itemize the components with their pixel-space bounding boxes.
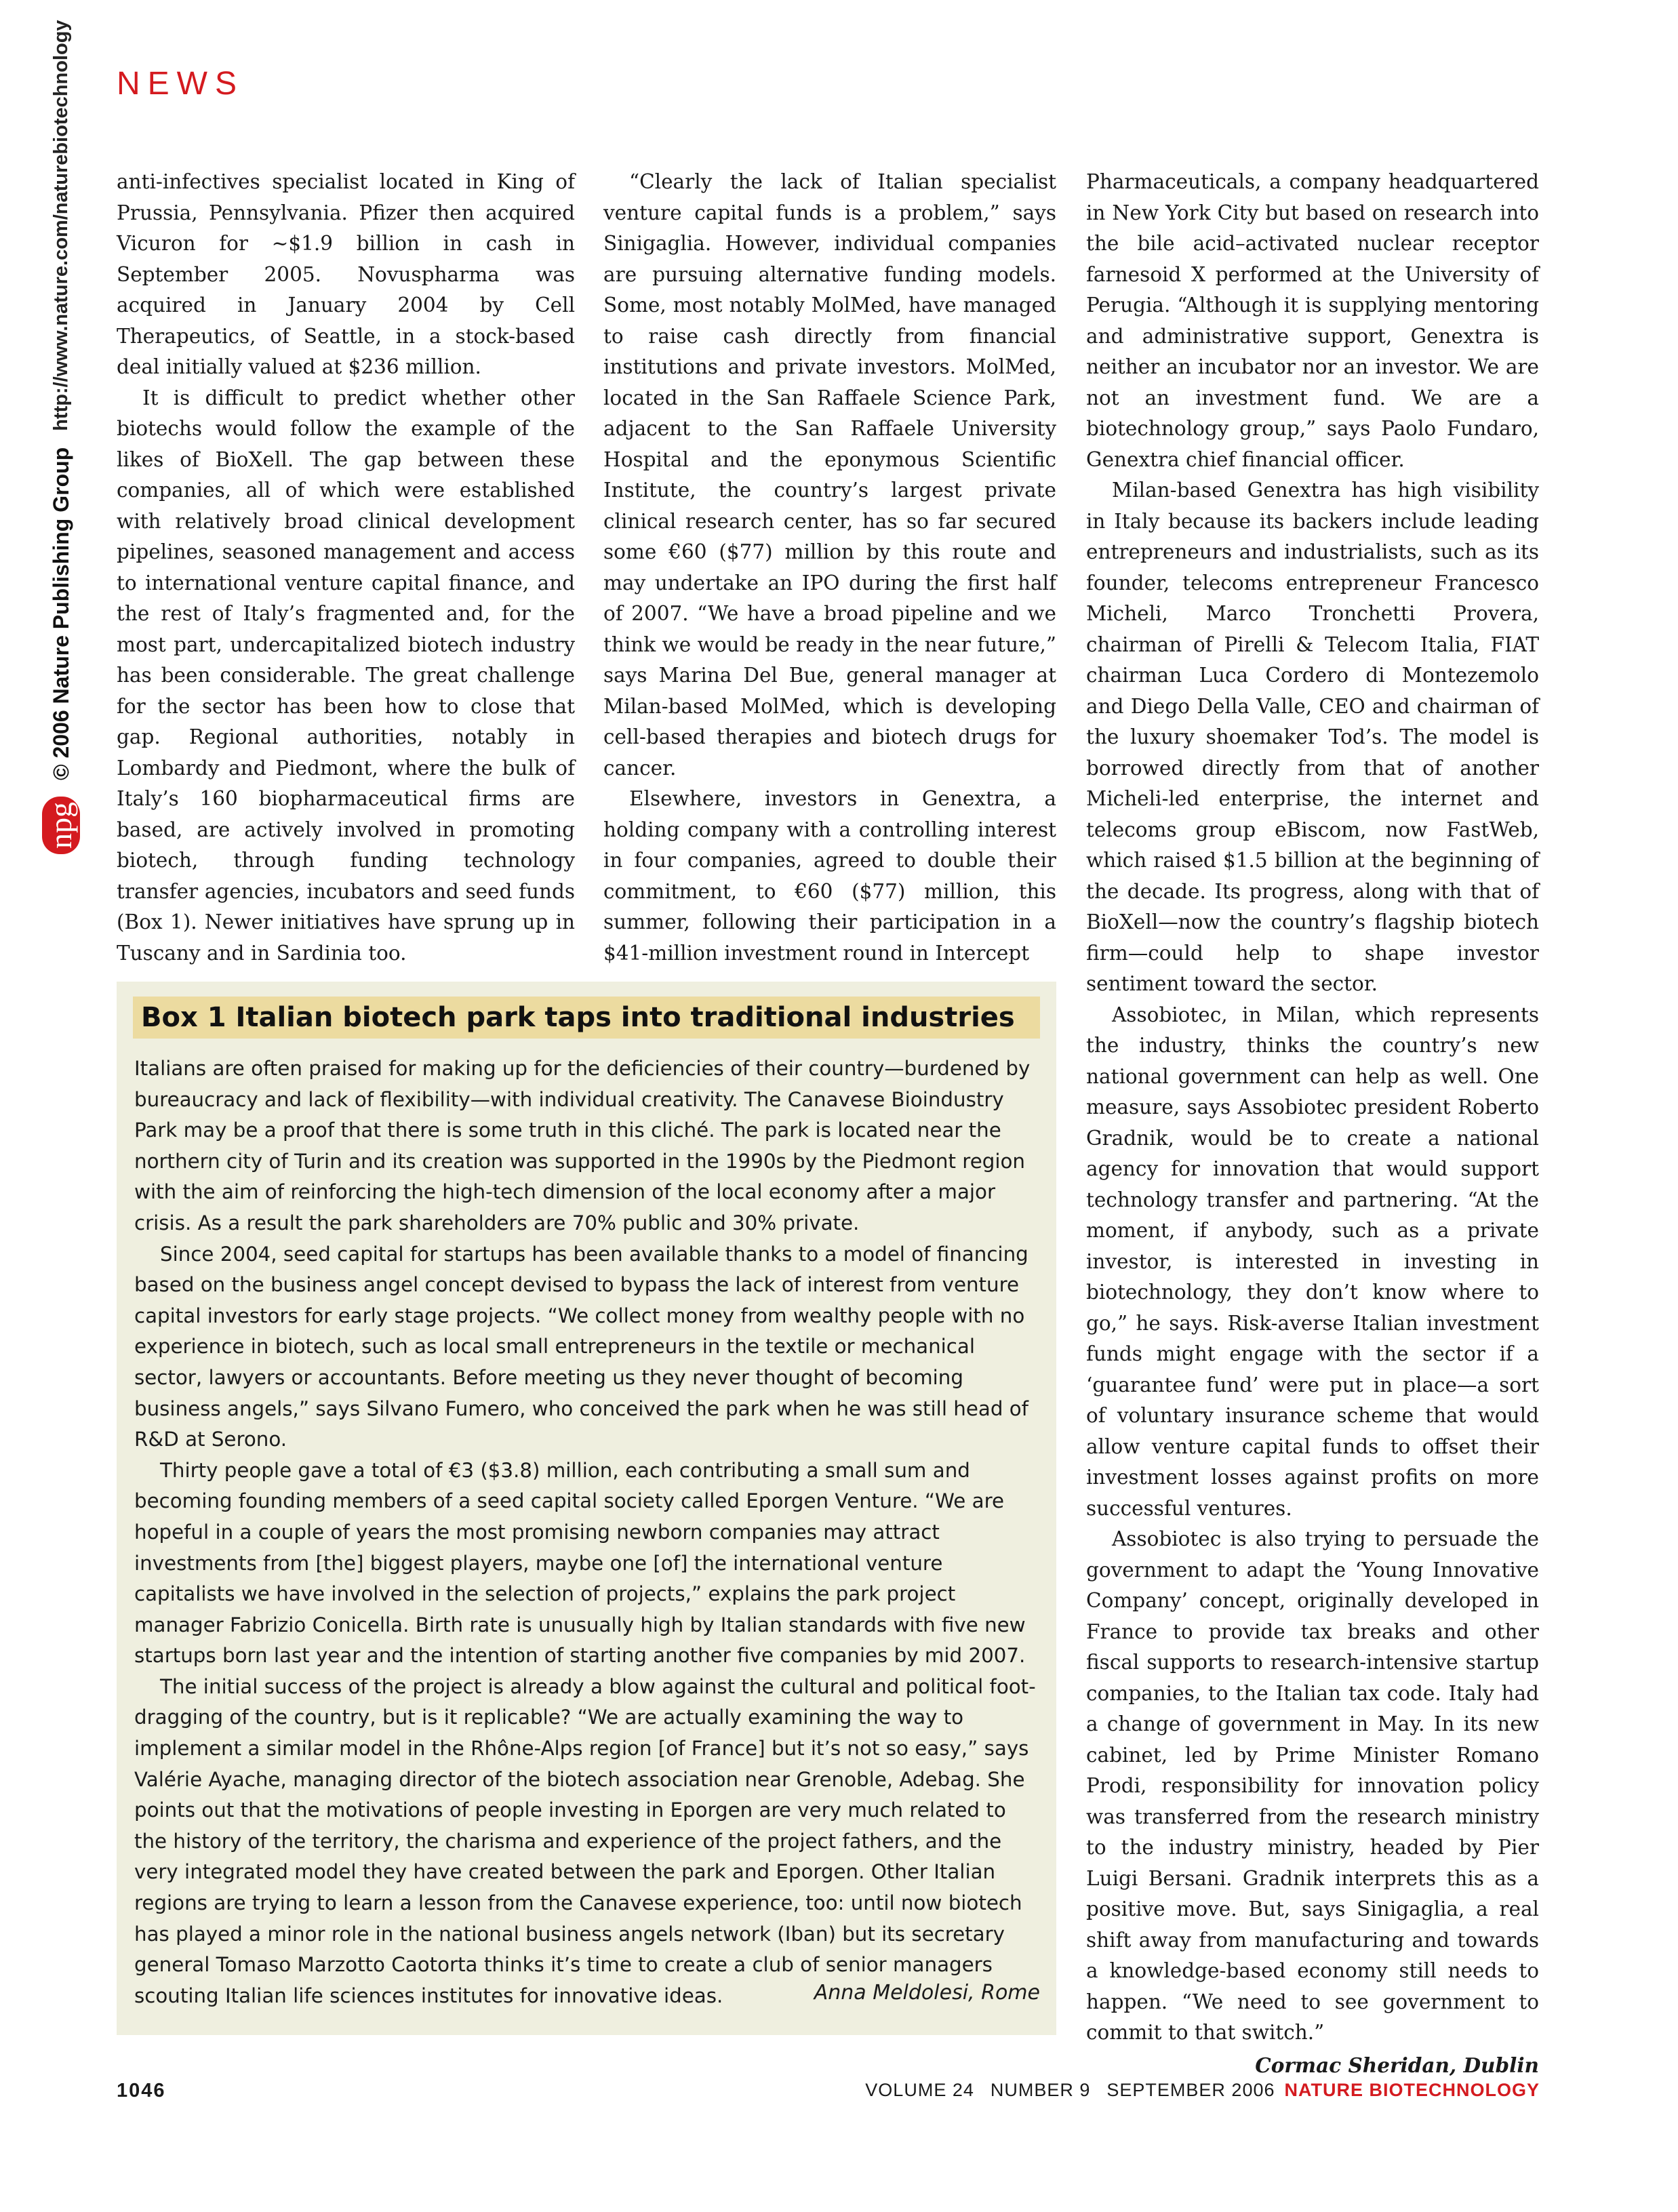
box-paragraph: Italians are often praised for making up for the deficiencies of their country—burdened by bureaucracy and lack of flexibility—with individual creativity. The Canavese Bioindustry Park may be a proof that there is some truth in this cliché. The park is located near the northern city of Turin and its creation was supported in the 1990s by the Piedmont region with the aim of reinforcing the high-tech dimension of the local economy after a major crisis. As a result the park shareholders are 70% public and 30% private. <box>134 1057 1031 1234</box>
issue-number-label: NUMBER 9 <box>990 2080 1091 2100</box>
npg-logo: npg <box>42 797 80 854</box>
paragraph: Assobiotec is also trying to persuade the government to adapt the ‘Young Innovative Company’ concept, originally developed in France to provide tax breaks and other fiscal supports to research-intensive startup companies, to the Italian tax code. Italy had a change of government in May. In its new cabinet, led by Prime Minister Romano Prodi, responsibility for innovation policy was transferred from the research ministry to the industry ministry, headed by Pier Luigi Bersani. Gradnik interprets this as a positive move. But, says Sinigaglia, a real shift away from manufacturing and towards a knowledge-based economy still needs to happen. “We need to see government to commit to that switch.” <box>1086 1527 1539 2044</box>
box-byline: Anna Meldolesi, Rome <box>814 1981 1040 2005</box>
paragraph: Pharmaceuticals, a company headquartered in New York City but based on research into the bile acid–activated nuclear receptor farnesoid X performed at the University of Perugia. “Although it is supplying mentoring and administrative support, Genextra is neither an incubator nor an investor. We are not an investment fund. We are a biotechnology group,” says Paolo Fundaro, Genextra chief financial officer. <box>1086 170 1539 471</box>
sidebar-box <box>117 982 1056 2035</box>
side-credit <box>41 0 81 854</box>
paragraph: Milan-based Genextra has high visibility in Italy because its backers include leading entrepreneurs and industrialists, such as its founder, telecoms entrepreneur Francesco Micheli, Marco Tronchetti Provera, chairman of Pirelli & Telecom Italia, FIAT chairman Luca Cordero di Montezemolo and Diego Della Valle, CEO and chairman of the luxury shoemaker Tod’s. The model is borrowed directly from that of another Micheli-led enterprise, the internet and telecoms group eBiscom, now FastWeb, which raised $1.5 billion at the beginning of the decade. Its progress, along with that of BioXell—now the country’s flagship biotech firm—could help to shape investor sentiment toward the sector. <box>1086 479 1539 995</box>
paragraph: anti-infectives specialist located in King of Prussia, Pennsylvania. Pfizer then acquired Vicuron for ~$1.9 billion in cash in September 2005. Novuspharma was acquired in January 2004 by Cell Therapeutics, of Seattle, in a stock-based deal initially valued at $236 million. <box>117 170 575 378</box>
paragraph: It is difficult to predict whether other biotechs would follow the example of the likes of BioXell. The gap between these companies, all of which were established with relatively broad clinical development pipelines, seasoned management and access to international venture capital finance, and the rest of Italy’s fragmented and, for the most part, undercapitalized biotech industry has been considerable. The great challenge for the sector has been how to close that gap. Regional authorities, notably in Lombardy and Piedmont, where the bulk of Italy’s 160 biopharmaceutical firms are based, are actively involved in promoting biotech, through funding technology transfer agencies, incubators and seed funds (Box 1). Newer initiatives have sprung up in Tuscany and in Sardinia too. <box>117 386 575 965</box>
section-label: NEWS <box>117 66 244 102</box>
box-body <box>134 1053 1040 2011</box>
journal-url[interactable]: http://www.nature.com/naturebiotechnology <box>49 20 72 431</box>
paragraph: Elsewhere, investors in Genextra, a holding company with a controlling interest in four companies, agreed to double their commitment, to €60 ($77) million, this summer, following their participation in a $41-million investment round in Intercept <box>603 787 1056 965</box>
paragraph: Assobiotec, in Milan, which represents the industry, thinks the country’s new national government can help as well. One measure, says Assobiotec president Roberto Gradnik, would be to create a national agency for innovation that would support technology transfer and partnering. “At the moment, if anybody, such as a private investor, is interested in investing in biotechnology, they don’t know where to go,” he says. Risk-averse Italian investment funds might engage with the sector if a ‘guarantee fund’ were put in place—a sort of voluntary insurance scheme that would allow venture capital funds to offset their investment losses against profits on more successful ventures. <box>1086 1003 1539 1520</box>
paragraph: “Clearly the lack of Italian specialist venture capital funds is a problem,” says Sinigaglia. However, individual companies are pursuing alternative funding models. Some, most notably MolMed, have managed to raise cash directly from financial institutions and private investors. MolMed, located in the San Raffaele Science Park, adjacent to the San Raffaele University Hospital and the eponymous Scientific Institute, the country’s largest private clinical research center, has so far secured some €60 ($77) million by this route and may undertake an IPO during the first half of 2007. “We have a broad pipeline and we think we would be ready in the near future,” says Marina Del Bue, general manager at Milan-based MolMed, which is developing cell-based therapies and biotech drugs for cancer. <box>603 170 1056 780</box>
footer-info <box>865 2080 1540 2101</box>
box-paragraph: Thirty people gave a total of €3 ($3.8) million, each contributing a small sum and becoming founding members of a seed capital society called Eporgen Venture. “We are hopeful in a couple of years the most promising newborn companies may attract investments from [the] biggest players, maybe one [of] the international venture capitalists we have involved in the selection of projects,” explains the park project manager Fabrizio Conicella. Birth rate is unusually high by Italian standards with five new startups born last year and the intention of starting another five companies by mid 2007. <box>134 1458 1026 1668</box>
issue-date-label: SEPTEMBER 2006 <box>1106 2080 1275 2100</box>
journal-name: NATURE BIOTECHNOLOGY <box>1284 2080 1540 2100</box>
article-column-2 <box>603 167 1056 969</box>
box-title: Box 1 Italian biotech park taps into traditional industries <box>133 997 1040 1039</box>
box-paragraph: The initial success of the project is already a blow against the cultural and political foot-dragging of the country, but is it replicable? “We are actually examining the way to implement a similar model in the Rhône-Alps region [of France] but it’s not so easy,” says Valérie Ayache, managing director of the biotech association near Grenoble, Adebag. She points out that the motivations of people investing in Eporgen are very much related to the history of the territory, the charisma and experience of the project fathers, and the very integrated model they have created between the park and Eporgen. Other Italian regions are trying to learn a lesson from the Canavese experience, too: until now biotech has played a minor role in the national business angels network (Iban) but its secretary general Tomaso Marzotto Caotorta thinks it’s time to create a club of senior managers scouting Italian life sciences institutes for innovative ideas. <box>134 1674 1036 2007</box>
volume-label: VOLUME 24 <box>865 2080 974 2100</box>
article-column-1 <box>117 167 575 969</box>
copyright-text: © 2006 Nature Publishing Group <box>48 447 73 780</box>
box-paragraph: Since 2004, seed capital for startups has been available thanks to a model of financing based on the business angel concept devised to bypass the lack of interest from venture capital investors for early stage projects. “We collect money from wealthy people with no experience in biotech, such as local small entrepreneurs in the textile or mechanical sector, lawyers or accountants. Before meeting us they never thought of becoming business angels,” says Silvano Fumero, who conceived the park when he was still head of R&D at Serono. <box>134 1242 1028 1451</box>
page-number: 1046 <box>117 2080 166 2102</box>
article-column-3 <box>1086 167 1539 2080</box>
article-byline: Cormac Sheridan, Dublin <box>1255 2053 1539 2077</box>
